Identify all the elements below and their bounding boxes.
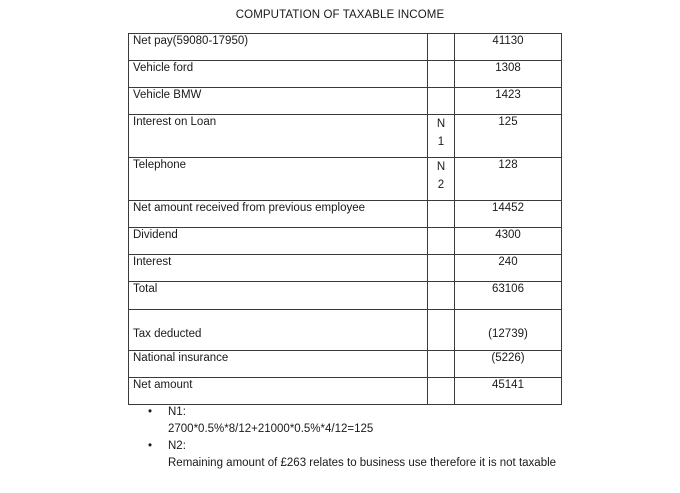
bullet-icon: •	[148, 406, 153, 418]
taxable-income-table	[128, 33, 562, 405]
row-label: National insurance	[129, 351, 428, 378]
bullet-icon: •	[148, 440, 153, 452]
row-amount: 45141	[455, 378, 562, 405]
table-row	[129, 34, 562, 61]
list-item	[148, 404, 568, 438]
note-heading: N1:	[168, 406, 186, 418]
row-label: Net amount	[129, 378, 428, 405]
table-row	[129, 282, 562, 310]
row-note: N 2	[428, 158, 455, 201]
row-amount: (12739)	[455, 310, 562, 351]
table-row	[129, 61, 562, 88]
row-amount: 125	[455, 115, 562, 158]
row-amount: 14452	[455, 201, 562, 228]
row-note: N 1	[428, 115, 455, 158]
note-heading: N2:	[168, 440, 186, 452]
table-row	[129, 378, 562, 405]
row-label: Interest	[129, 255, 428, 282]
row-amount: 4300	[455, 228, 562, 255]
row-note	[428, 34, 455, 61]
row-note	[428, 61, 455, 88]
row-note	[428, 282, 455, 310]
row-amount: 128	[455, 158, 562, 201]
row-amount: 63106	[455, 282, 562, 310]
row-label: Interest on Loan	[129, 115, 428, 158]
row-label: Telephone	[129, 158, 428, 201]
list-item	[148, 438, 568, 472]
row-note	[428, 351, 455, 378]
row-note	[428, 310, 455, 351]
row-label: Net amount received from previous employee	[129, 201, 428, 228]
table-row	[129, 158, 562, 201]
table-row	[129, 228, 562, 255]
note-text: Remaining amount of £263 relates to business use therefore it is not taxable	[168, 457, 557, 469]
table-row	[129, 88, 562, 115]
row-amount: 1423	[455, 88, 562, 115]
table-row	[129, 201, 562, 228]
note-text: 2700*0.5%*8/12+21000*0.5%*4/12=125	[168, 423, 374, 435]
row-note	[428, 201, 455, 228]
row-amount: 1308	[455, 61, 562, 88]
row-note	[428, 255, 455, 282]
page-title: COMPUTATION OF TAXABLE INCOME	[235, 9, 445, 21]
row-amount: (5226)	[455, 351, 562, 378]
table-row	[129, 310, 562, 351]
row-note	[428, 88, 455, 115]
row-label: Vehicle ford	[129, 61, 428, 88]
row-label: Total	[129, 282, 428, 310]
row-label: Tax deducted	[129, 310, 428, 351]
table-row	[129, 115, 562, 158]
row-amount: 41130	[455, 34, 562, 61]
table-row	[129, 351, 562, 378]
row-note	[428, 228, 455, 255]
row-note	[428, 378, 455, 405]
row-label: Dividend	[129, 228, 428, 255]
row-label: Net pay(59080-17950)	[129, 34, 428, 61]
row-amount: 240	[455, 255, 562, 282]
table-row	[129, 255, 562, 282]
row-label: Vehicle BMW	[129, 88, 428, 115]
notes-list	[148, 404, 568, 472]
